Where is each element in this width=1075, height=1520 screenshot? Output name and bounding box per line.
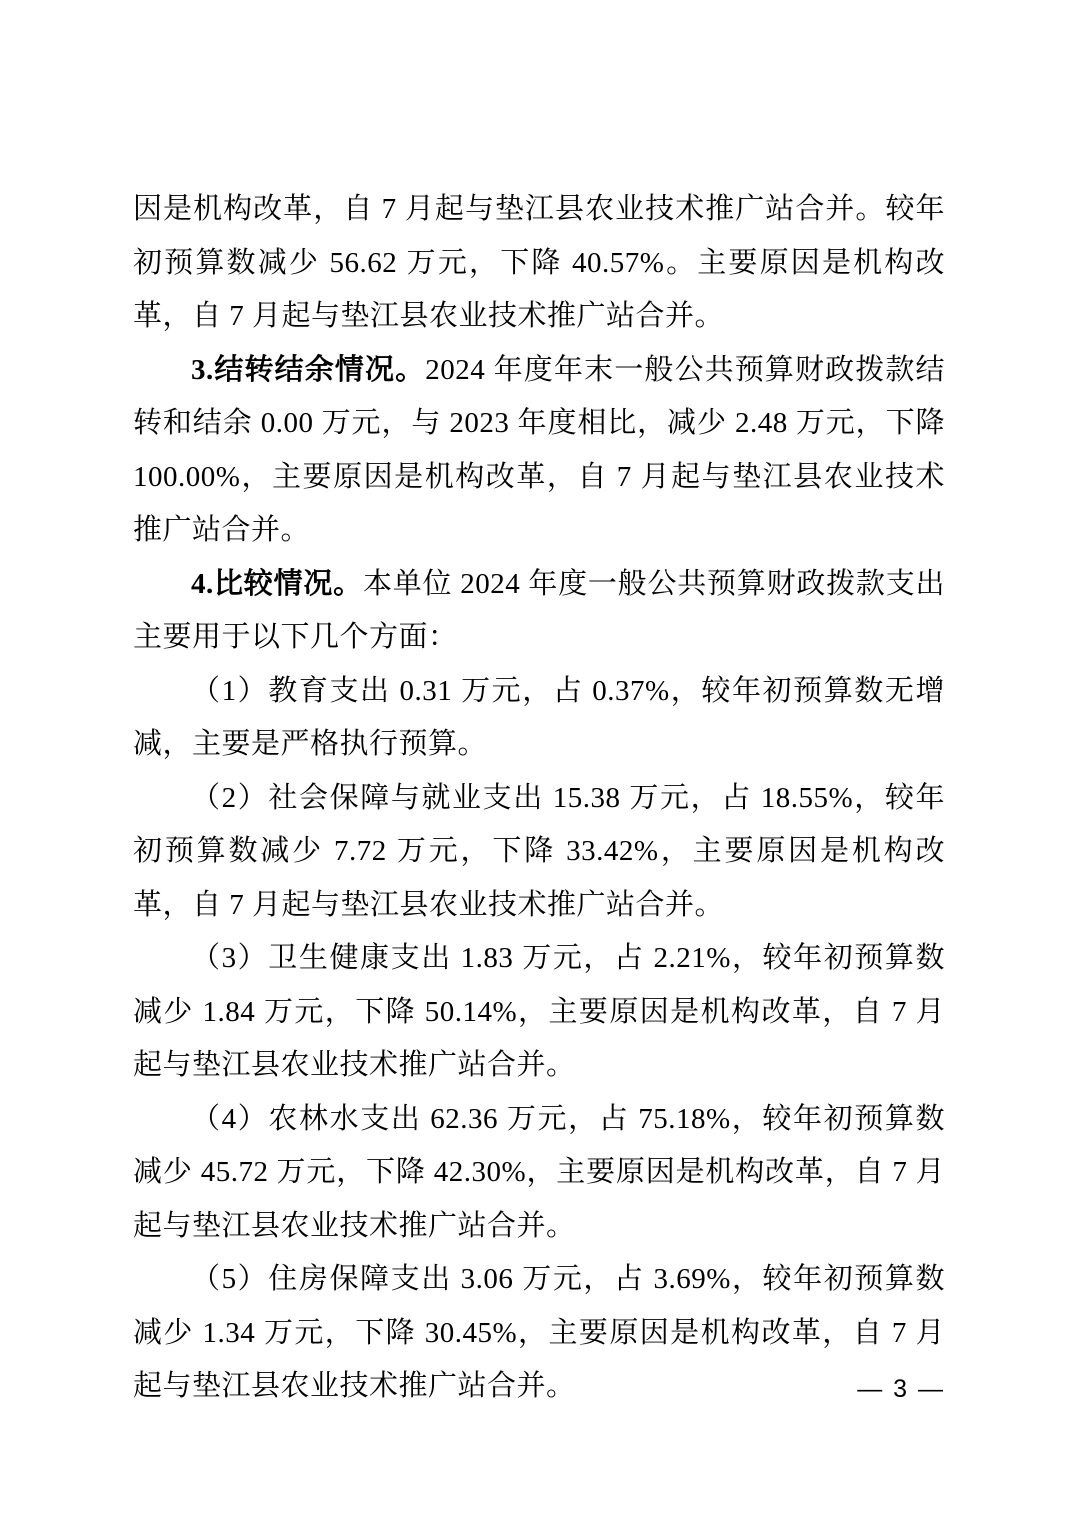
paragraph-section-3 bbox=[133, 344, 945, 558]
section-heading-comparison: 4.比较情况。 bbox=[191, 567, 363, 600]
paragraph-item-3-health bbox=[133, 932, 945, 1093]
paragraph-section-4 bbox=[133, 558, 945, 665]
paragraph-item-5-housing bbox=[133, 1253, 945, 1414]
paragraph-item-1-education bbox=[133, 665, 945, 772]
paragraph-text: （1）教育支出 0.31 万元，占 0.37%，较年初预算数无增减，主要是严格执行预算。 bbox=[133, 674, 945, 760]
paragraph-text: 2024 年度年末一般公共预算财政拨款结转和结余 0.00 万元，与 2023 年度相比，减少 2.48 万元，下降 100.00%，主要原因是机构改革，自 7 月起与垫江县农业技术推广站合并。 bbox=[133, 353, 945, 546]
paragraph-text: （4）农林水支出 62.36 万元，占 75.18%，较年初预算数减少 45.72 万元，下降 42.30%，主要原因是机构改革，自 7 月起与垫江县农业技术推广站合并。 bbox=[133, 1102, 945, 1242]
paragraph-item-2-social-security bbox=[133, 772, 945, 933]
paragraph-text: 本单位 2024 年度一般公共预算财政拨款支出主要用于以下几个方面： bbox=[133, 567, 945, 653]
paragraph-text: （2）社会保障与就业支出 15.38 万元，占 18.55%，较年初预算数减少 7.72 万元，下降 33.42%，主要原因是机构改革，自 7 月起与垫江县农业技术推广站合并。 bbox=[133, 781, 945, 921]
paragraph-item-4-agriculture bbox=[133, 1093, 945, 1254]
paragraph-text: 因是机构改革，自 7 月起与垫江县农业技术推广站合并。较年初预算数减少 56.62 万元，下降 40.57%。主要原因是机构改革，自 7 月起与垫江县农业技术推广站合并。 bbox=[133, 193, 945, 332]
section-heading-carryover: 3.结转结余情况。 bbox=[191, 353, 426, 386]
paragraph-continuation bbox=[133, 183, 945, 344]
paragraph-text: （5）住房保障支出 3.06 万元，占 3.69%，较年初预算数减少 1.34 万元，下降 30.45%，主要原因是机构改革，自 7 月起与垫江县农业技术推广站合并。 bbox=[133, 1263, 945, 1402]
paragraph-text: （3）卫生健康支出 1.83 万元，占 2.21%，较年初预算数减少 1.84 万元，下降 50.14%，主要原因是机构改革，自 7 月起与垫江县农业技术推广站合并。 bbox=[133, 942, 945, 1081]
page-number: — 3 — bbox=[857, 1375, 945, 1403]
